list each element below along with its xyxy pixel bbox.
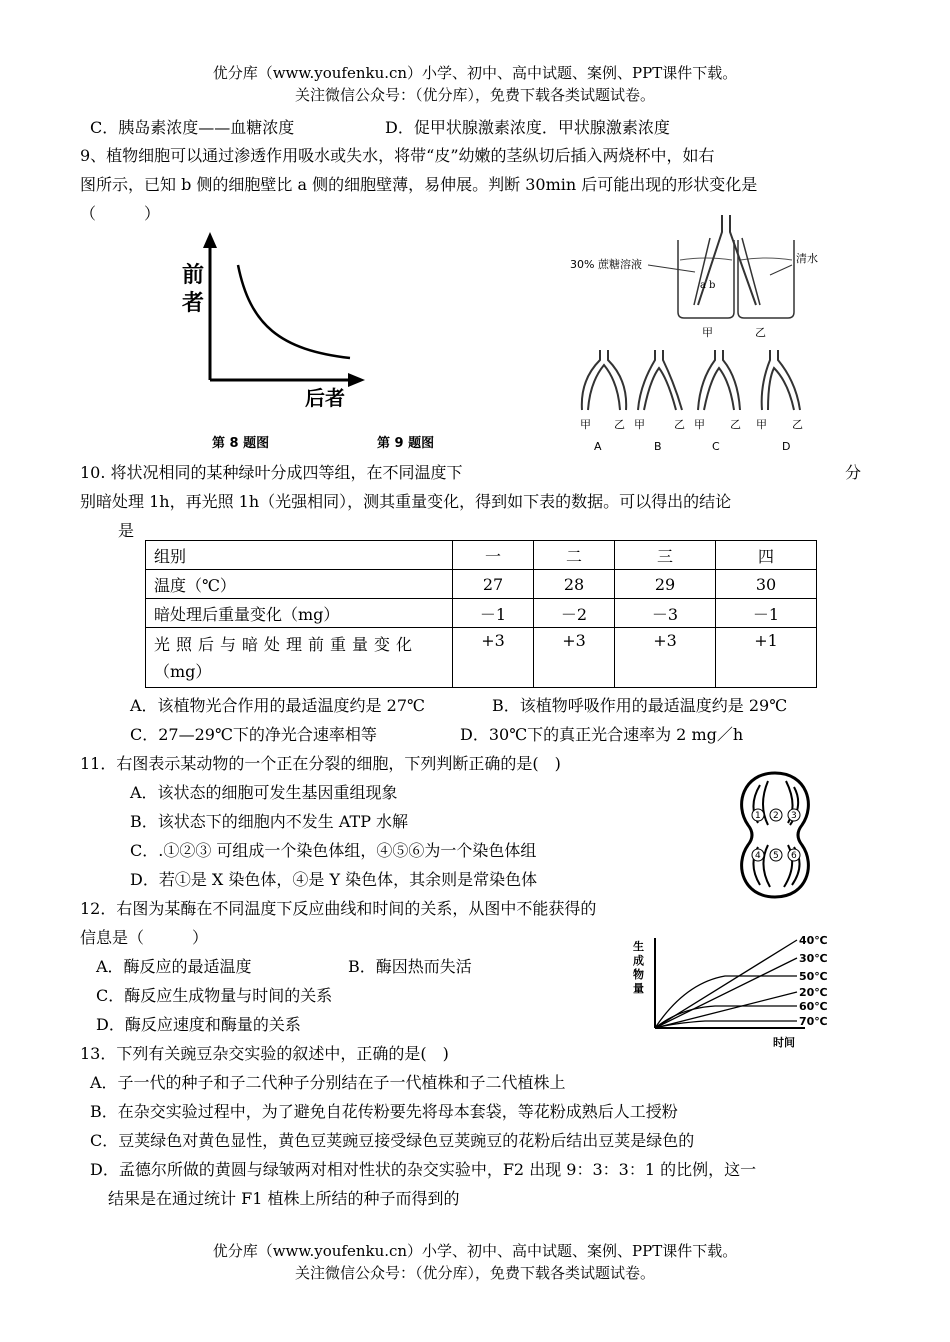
footer-line-1: 优分库（www.youfenku.cn）小学、初中、高中试题、案例、PPT课件下载。 xyxy=(212,1242,738,1260)
q10-stem-line-3: 是 xyxy=(118,521,135,540)
figure-8-curve xyxy=(170,230,370,410)
fig9-opt-b-right: 乙 xyxy=(674,418,685,431)
q10-option-d: D．30℃下的真正光合速率为 2 mg／h xyxy=(460,725,744,744)
table-cell: +1 xyxy=(716,628,817,688)
table-cell-label-line-2: （mg） xyxy=(154,662,212,681)
fig9-left-label: 30% 蔗糖溶液 xyxy=(570,258,642,271)
fig9-opt-d-right: 乙 xyxy=(792,418,803,431)
table-cell: 28 xyxy=(534,570,615,599)
q13-option-d-line-2: 结果是在通过统计 F1 植株上所结的种子而得到的 xyxy=(108,1189,460,1208)
q9-stem-line-3: （ ） xyxy=(80,204,161,223)
q11-stem: 11．右图表示某动物的一个正在分裂的细胞，下列判断正确的是( ) xyxy=(80,754,561,773)
header-line-2: 关注微信公众号：（优分库），免费下载各类试题试卷。 xyxy=(294,86,655,104)
fig12-curve-label: 40℃ xyxy=(799,934,828,947)
fig9-opt-d-letter: D xyxy=(782,440,791,453)
q12-option-d: D．酶反应速度和酶量的关系 xyxy=(96,1015,301,1034)
figure-12-enzyme-curves xyxy=(625,928,855,1053)
table-cell: +3 xyxy=(615,628,716,688)
fig11-num-5: 5 xyxy=(773,851,779,861)
table-cell: 29 xyxy=(615,570,716,599)
q13-option-b: B．在杂交实验过程中，为了避免自花传粉要先将母本套袋，等花粉成熟后人工授粉 xyxy=(90,1102,678,1121)
table-cell: －3 xyxy=(615,599,716,628)
table-cell: 27 xyxy=(453,570,534,599)
table-header-row xyxy=(146,541,817,570)
fig12-curve-label: 20℃ xyxy=(799,986,828,999)
fig9-opt-c-letter: C xyxy=(712,440,720,453)
table-cell: －1 xyxy=(716,599,817,628)
fig9-side-b: b xyxy=(709,280,716,291)
q8-option-d: D．促甲状腺激素浓度．甲状腺激素浓度 xyxy=(385,118,670,137)
fig9-beaker-jia: 甲 xyxy=(702,326,713,339)
q9-stem-line-1: 9、植物细胞可以通过渗透作用吸水或失水，将带“皮”幼嫩的茎纵切后插入两烧杯中，如右 xyxy=(80,146,715,165)
fig9-opt-a-left: 甲 xyxy=(580,418,591,431)
q9-stem-line-2: 图所示，已知 b 侧的细胞壁比 a 侧的细胞壁薄，易伸展。判断 30min 后可能出现的形状变化是 xyxy=(80,175,758,194)
fig11-num-2: 2 xyxy=(773,811,779,821)
table-cell xyxy=(146,628,453,688)
fig9-opt-c-right: 乙 xyxy=(730,418,741,431)
figure-11-dividing-cell xyxy=(728,765,823,905)
table-cell: －1 xyxy=(453,599,534,628)
footer-line-2: 关注微信公众号：（优分库），免费下载各类试题试卷。 xyxy=(294,1264,655,1282)
q8-option-c: C．胰岛素浓度——血糖浓度 xyxy=(90,118,295,137)
table-cell-label-line-1: 光照后与暗处理前重量变化 xyxy=(154,635,419,654)
q10-option-a: A．该植物光合作用的最适温度约是 27℃ xyxy=(130,696,425,715)
q11-option-d: D．若①是 X 染色体，④是 Y 染色体，其余则是常染色体 xyxy=(130,870,538,889)
fig11-num-4: 4 xyxy=(755,851,761,861)
table-cell: －2 xyxy=(534,599,615,628)
fig11-num-3: 3 xyxy=(791,811,797,821)
fig12-curve-label: 60℃ xyxy=(799,1000,828,1013)
table-cell: 温度（℃） xyxy=(146,570,453,599)
fig9-opt-b-left: 甲 xyxy=(634,418,645,431)
q10-data-table xyxy=(145,540,817,688)
q12-option-b: B．酶因热而失活 xyxy=(348,957,472,976)
table-row xyxy=(146,628,817,688)
q13-option-c: C．豆荚绿色对黄色显性，黄色豆荚豌豆接受绿色豆荚豌豆的花粉后结出豆荚是绿色的 xyxy=(90,1131,695,1150)
q10-option-b: B．该植物呼吸作用的最适温度约是 29℃ xyxy=(492,696,788,715)
fig8-ylabel-2: 者 xyxy=(182,291,205,316)
q11-option-a: A．该状态的细胞可发生基因重组现象 xyxy=(130,783,398,802)
table-header-cell: 三 xyxy=(615,541,716,570)
table-header-cell: 一 xyxy=(453,541,534,570)
table-header-cell: 四 xyxy=(716,541,817,570)
fig11-num-6: 6 xyxy=(791,851,797,861)
fig12-ylabel-4: 量 xyxy=(633,982,644,995)
q13-option-d-line-1: D．孟德尔所做的黄圆与绿皱两对相对性状的杂交实验中，F2 出现 9：3：3：1 的比例，这一 xyxy=(90,1160,757,1179)
figure-9-caption: 第 9 题图 xyxy=(377,436,435,451)
fig9-opt-a-right: 乙 xyxy=(614,418,625,431)
fig9-opt-d-left: 甲 xyxy=(756,418,767,431)
fig9-opt-a-letter: A xyxy=(594,440,602,453)
fig12-curve-label: 70℃ xyxy=(799,1015,828,1028)
table-cell: +3 xyxy=(534,628,615,688)
table-header-cell: 组别 xyxy=(146,541,453,570)
table-cell: 暗处理后重量变化（mg） xyxy=(146,599,453,628)
fig9-right-label: 清水 xyxy=(796,252,818,265)
fig12-curve-label: 50℃ xyxy=(799,970,828,983)
figure-8-caption: 第 8 题图 xyxy=(212,436,270,451)
figure-9-osmosis xyxy=(570,210,830,455)
q10-stem-line-2: 别暗处理 1h，再光照 1h（光强相同），测其重量变化，得到如下表的数据。可以得出的结论 xyxy=(80,492,732,511)
q12-stem-line-1: 12．右图为某酶在不同温度下反应曲线和时间的关系，从图中不能获得的 xyxy=(80,899,597,918)
fig9-side-a: a xyxy=(700,280,706,291)
fig12-ylabel-2: 成 xyxy=(633,954,644,967)
q10-option-c: C．27—29℃下的净光合速率相等 xyxy=(130,725,377,744)
fig9-opt-c-left: 甲 xyxy=(694,418,705,431)
header-line-1: 优分库（www.youfenku.cn）小学、初中、高中试题、案例、PPT课件下载。 xyxy=(212,64,738,82)
fig12-xlabel: 时间 xyxy=(773,1036,795,1049)
q12-option-a: A．酶反应的最适温度 xyxy=(96,957,252,976)
table-header-cell: 二 xyxy=(534,541,615,570)
fig12-ylabel-1: 生 xyxy=(633,940,644,953)
q12-stem-line-2: 信息是（ ） xyxy=(80,928,209,947)
q11-option-b: B．该状态下的细胞内不发生 ATP 水解 xyxy=(130,812,409,831)
q10-stem-line-1-end: 分 xyxy=(845,463,862,482)
table-row xyxy=(146,599,817,628)
fig12-ylabel-3: 物 xyxy=(633,968,644,981)
fig11-num-1: 1 xyxy=(755,811,761,821)
table-cell: 30 xyxy=(716,570,817,599)
fig12-curve-label: 30℃ xyxy=(799,952,828,965)
table-cell: +3 xyxy=(453,628,534,688)
fig8-xlabel: 后者 xyxy=(305,386,345,410)
q13-stem: 13．下列有关豌豆杂交实验的叙述中，正确的是( ) xyxy=(80,1044,449,1063)
q12-option-c: C．酶反应生成物量与时间的关系 xyxy=(96,986,333,1005)
fig9-opt-b-letter: B xyxy=(654,440,662,453)
q13-option-a: A．子一代的种子和子二代种子分别结在子一代植株和子二代植株上 xyxy=(90,1073,566,1092)
table-row xyxy=(146,570,817,599)
q10-stem-line-1: 10. 将状况相同的某种绿叶分成四等组，在不同温度下 xyxy=(80,463,463,482)
fig8-ylabel-1: 前 xyxy=(182,263,205,288)
q11-option-c: C．.①②③ 可组成一个染色体组，④⑤⑥为一个染色体组 xyxy=(130,841,537,860)
fig9-beaker-yi: 乙 xyxy=(755,326,766,339)
